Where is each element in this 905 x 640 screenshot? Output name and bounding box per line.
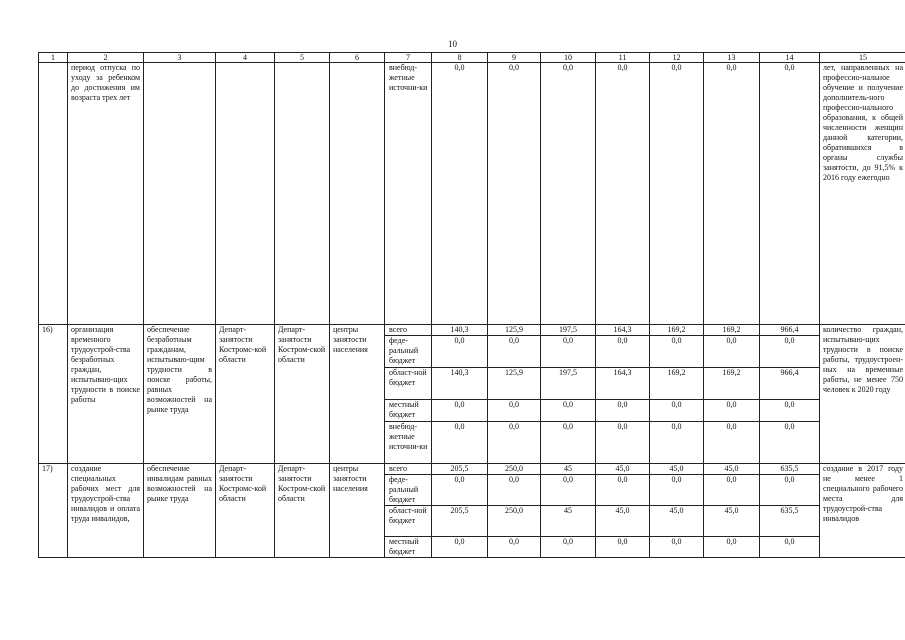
value-cell: 0,0 xyxy=(704,537,760,558)
value-cell: 0,0 xyxy=(760,400,820,422)
value-cell: 0,0 xyxy=(541,475,596,506)
value-cell: 0,0 xyxy=(704,400,760,422)
funding-source: феде-ральный бюджет xyxy=(385,336,432,368)
value-cell: 0,0 xyxy=(432,336,488,368)
value-cell: 0,0 xyxy=(541,537,596,558)
value-cell: 0,0 xyxy=(760,475,820,506)
measure-name: период отпуска по уходу за ребенком до достижения им возраста трех лет xyxy=(68,63,144,325)
value-cell: 0,0 xyxy=(704,63,760,325)
value-cell: 0,0 xyxy=(596,422,650,464)
value-cell: 45,0 xyxy=(650,506,704,537)
value-cell: 0,0 xyxy=(488,63,541,325)
value-cell: 45 xyxy=(541,464,596,475)
coexecutor xyxy=(275,63,330,325)
value-cell: 0,0 xyxy=(488,336,541,368)
value-cell: 0,0 xyxy=(650,63,704,325)
value-cell: 45,0 xyxy=(704,506,760,537)
goal: обеспечение безработным гражданам, испытываю-щим трудности в поиске работы, равных возможностей на рынке труда xyxy=(144,325,216,464)
value-cell: 966,4 xyxy=(760,368,820,400)
funding-source: феде-ральный бюджет xyxy=(385,475,432,506)
value-cell: 250,0 xyxy=(488,464,541,475)
value-cell: 0,0 xyxy=(704,422,760,464)
value-cell: 164,3 xyxy=(596,368,650,400)
value-cell: 0,0 xyxy=(650,422,704,464)
row-number: 16) xyxy=(39,325,68,464)
header-cell: 9 xyxy=(488,53,541,63)
value-cell: 164,3 xyxy=(596,325,650,336)
partner xyxy=(330,63,385,325)
value-cell: 0,0 xyxy=(760,537,820,558)
header-cell: 12 xyxy=(650,53,704,63)
value-cell: 0,0 xyxy=(432,422,488,464)
value-cell: 0,0 xyxy=(596,336,650,368)
funding-source: всего xyxy=(385,464,432,475)
funding-source: внебюд-жетные источни-ки xyxy=(385,63,432,325)
value-cell: 45,0 xyxy=(596,506,650,537)
value-cell: 0,0 xyxy=(650,475,704,506)
goal xyxy=(144,63,216,325)
measure-name: создание специальных рабочих мест для трудоустрой-ства инвалидов и оплата труда инвалидов, xyxy=(68,464,144,558)
funding-source: местный бюджет xyxy=(385,537,432,558)
value-cell: 169,2 xyxy=(704,368,760,400)
value-cell: 635,5 xyxy=(760,464,820,475)
value-cell: 0,0 xyxy=(432,400,488,422)
value-cell: 205,5 xyxy=(432,506,488,537)
value-cell: 0,0 xyxy=(488,475,541,506)
program-table xyxy=(38,52,905,558)
row-number xyxy=(39,63,68,325)
value-cell: 0,0 xyxy=(650,400,704,422)
value-cell: 197,5 xyxy=(541,325,596,336)
value-cell: 0,0 xyxy=(541,336,596,368)
header-cell: 14 xyxy=(760,53,820,63)
value-cell: 0,0 xyxy=(650,336,704,368)
page-number: 10 xyxy=(448,39,457,49)
header-cell: 11 xyxy=(596,53,650,63)
header-cell: 1 xyxy=(39,53,68,63)
value-cell: 45,0 xyxy=(650,464,704,475)
funding-source: област-ной бюджет xyxy=(385,368,432,400)
value-cell: 45,0 xyxy=(596,464,650,475)
partner: центры занятости населения xyxy=(330,464,385,558)
value-cell: 0,0 xyxy=(650,537,704,558)
value-cell: 169,2 xyxy=(704,325,760,336)
table-row xyxy=(39,63,905,325)
funding-source: област-ной бюджет xyxy=(385,506,432,537)
executor: Департ-занятости Костромс-кой области xyxy=(216,464,275,558)
header-cell: 2 xyxy=(68,53,144,63)
value-cell: 635,5 xyxy=(760,506,820,537)
value-cell: 169,2 xyxy=(650,325,704,336)
coexecutor: Департ-занятости Костром-ской области xyxy=(275,464,330,558)
executor: Департ-занятости Костромс-кой области xyxy=(216,325,275,464)
table-row xyxy=(39,464,905,475)
executor xyxy=(216,63,275,325)
value-cell: 0,0 xyxy=(596,400,650,422)
value-cell: 0,0 xyxy=(432,63,488,325)
partner: центры занятости населения xyxy=(330,325,385,464)
header-cell: 4 xyxy=(216,53,275,63)
funding-source: местный бюджет xyxy=(385,400,432,422)
value-cell: 0,0 xyxy=(760,336,820,368)
value-cell: 250,0 xyxy=(488,506,541,537)
value-cell: 0,0 xyxy=(596,63,650,325)
header-cell: 6 xyxy=(330,53,385,63)
value-cell: 0,0 xyxy=(541,400,596,422)
value-cell: 125,9 xyxy=(488,368,541,400)
value-cell: 0,0 xyxy=(704,336,760,368)
coexecutor: Департ-занятости Костром-ской области xyxy=(275,325,330,464)
value-cell: 45 xyxy=(541,506,596,537)
value-cell: 0,0 xyxy=(596,537,650,558)
header-cell: 5 xyxy=(275,53,330,63)
header-cell: 15 xyxy=(820,53,905,63)
table-row xyxy=(39,325,905,336)
value-cell: 197,5 xyxy=(541,368,596,400)
value-cell: 0,0 xyxy=(541,422,596,464)
value-cell: 169,2 xyxy=(650,368,704,400)
indicator: создание в 2017 году не менее 1 специального рабочего места для трудоустрой-ства инвалидов xyxy=(820,464,905,558)
value-cell: 140,3 xyxy=(432,368,488,400)
header-cell: 3 xyxy=(144,53,216,63)
value-cell: 0,0 xyxy=(596,475,650,506)
indicator: количество граждан, испытываю-щих трудности в поиске работы, трудоустроен-ных на временные работы, не менее 750 человек к 2020 году xyxy=(820,325,905,464)
value-cell: 0,0 xyxy=(432,475,488,506)
header-cell: 8 xyxy=(432,53,488,63)
value-cell: 0,0 xyxy=(488,537,541,558)
funding-source: внебюд-жетные источни-ки xyxy=(385,422,432,464)
value-cell: 0,0 xyxy=(488,422,541,464)
value-cell: 0,0 xyxy=(488,400,541,422)
value-cell: 0,0 xyxy=(432,537,488,558)
header-row xyxy=(39,53,905,63)
value-cell: 0,0 xyxy=(760,63,820,325)
header-cell: 10 xyxy=(541,53,596,63)
goal: обеспечение инвалидам равных возможностей на рынке труда xyxy=(144,464,216,558)
value-cell: 125,9 xyxy=(488,325,541,336)
header-cell: 7 xyxy=(385,53,432,63)
funding-source: всего xyxy=(385,325,432,336)
value-cell: 966,4 xyxy=(760,325,820,336)
measure-name: организация временного трудоустрой-ства безработных граждан, испытываю-щих трудности в поиске работы xyxy=(68,325,144,464)
value-cell: 0,0 xyxy=(541,63,596,325)
value-cell: 140,3 xyxy=(432,325,488,336)
row-number: 17) xyxy=(39,464,68,558)
indicator: лет, направленных на профессио-нальное обучение и получение дополнитель-ного профессио-нального образования, к общей численности женщин данной категории, обратившихся в органы службы занятости, до 91,5% к 2016 году ежегодно xyxy=(820,63,905,325)
value-cell: 205,5 xyxy=(432,464,488,475)
header-cell: 13 xyxy=(704,53,760,63)
value-cell: 0,0 xyxy=(704,475,760,506)
value-cell: 0,0 xyxy=(760,422,820,464)
value-cell: 45,0 xyxy=(704,464,760,475)
